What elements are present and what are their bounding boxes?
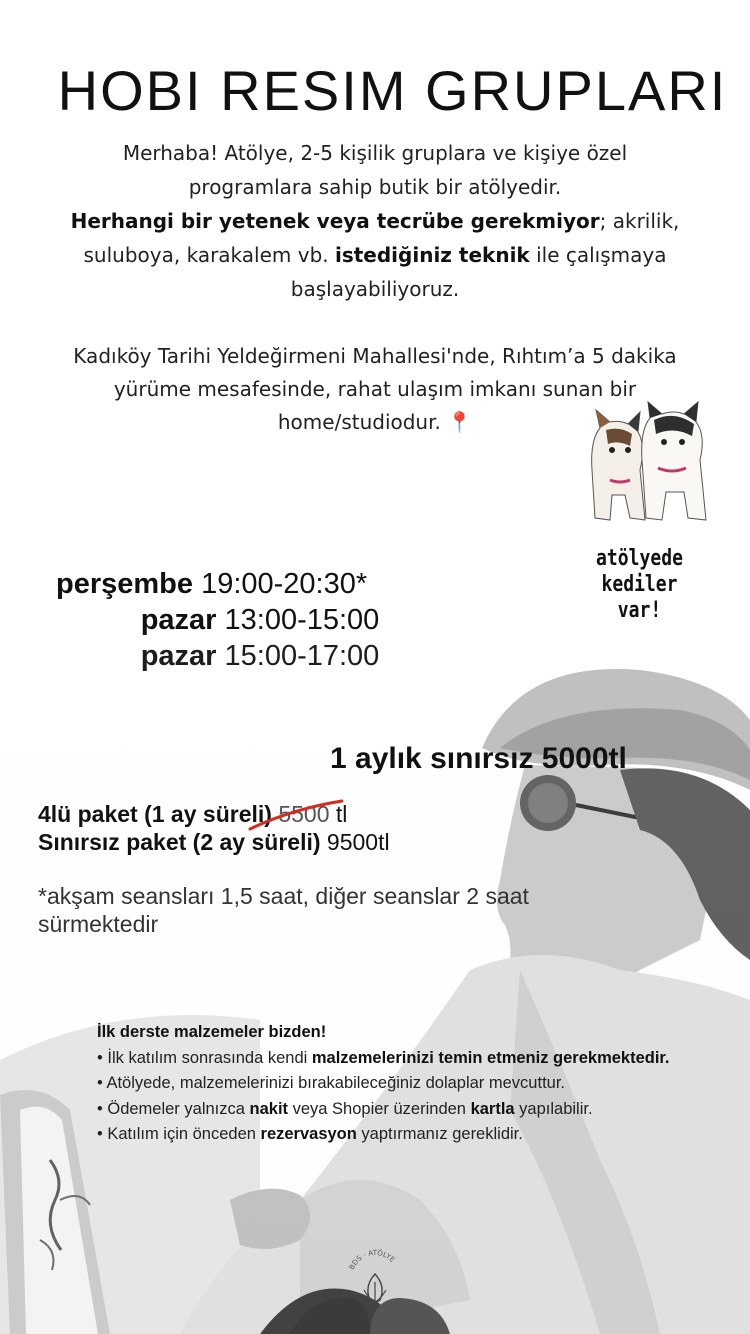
intro-text-span: suluboya, karakalem vb. — [83, 243, 335, 267]
intro-line — [40, 238, 710, 272]
info-notes — [97, 1020, 677, 1148]
intro-text — [40, 136, 710, 306]
cats-image — [570, 400, 715, 530]
info-text: • Ödemeler yalnızca — [97, 1099, 250, 1118]
logo-text: BDS · ATÖLYE — [347, 1248, 397, 1271]
intro-text-span: ; akrilik, — [599, 209, 680, 233]
cats-caption-line: atölyede — [596, 546, 683, 571]
schedule-time: 13:00-15:00 — [216, 604, 380, 636]
strikethrough-mark — [242, 795, 352, 835]
old-price — [272, 801, 330, 827]
package-list — [38, 800, 390, 856]
schedule-day: pazar — [140, 604, 217, 636]
location-line-text: home/studiodur. — [277, 410, 448, 434]
info-bold: rezervasyon — [260, 1125, 357, 1143]
schedule-day: perşembe — [56, 568, 194, 600]
schedule-row — [40, 566, 480, 602]
price-unit: tl — [329, 801, 348, 827]
package-label: 4lü paket (1 ay süreli) — [38, 801, 272, 827]
info-heading-text: İlk derste malzemeler bizden! — [97, 1023, 327, 1041]
info-bullet: • Atölyede, malzemelerinizi bırakabileceğiniz dolaplar mevcuttur. — [97, 1074, 566, 1092]
schedule-time: 15:00-17:00 — [216, 640, 380, 672]
cats-caption — [584, 546, 695, 624]
info-bullet — [97, 1046, 677, 1072]
location-line: Kadıköy Tarihi Yeldeğirmeni Mahallesi'nde, Rıhtım’a 5 dakika — [73, 344, 677, 368]
svg-text:BDS · ATÖLYE — [348, 1248, 396, 1271]
info-text: veya Shopier üzerinden — [288, 1099, 471, 1118]
location-line: yürüme mesafesinde, rahat ulaşım imkanı sunan bir — [113, 377, 637, 401]
intro-line — [40, 204, 710, 238]
decorative-arcs — [290, 1290, 450, 1334]
info-heading — [97, 1020, 677, 1046]
info-bold: kartla — [470, 1099, 515, 1118]
info-bullet — [97, 1122, 677, 1148]
schedule-day: pazar — [140, 640, 217, 672]
info-bullet — [97, 1097, 677, 1123]
map-pin-icon: 📍 — [447, 410, 473, 434]
intro-bold: istediğiniz teknik — [334, 243, 530, 267]
promo-price: 1 aylık sınırsız 5000tl — [330, 742, 627, 775]
intro-line: başlayabiliyoruz. — [290, 277, 460, 301]
info-text: yapılabilir. — [514, 1099, 593, 1118]
info-bold: nakit — [249, 1099, 289, 1118]
info-bold: malzemelerinizi temin etmeniz gerekmektedir. — [311, 1048, 670, 1067]
package-label: Sınırsız paket (2 ay süreli) — [38, 829, 321, 855]
info-text: • İlk katılım sonrasında kendi — [97, 1048, 312, 1067]
cats-caption-line: kediler var! — [601, 572, 678, 623]
schedule-time: 19:00-20:30* — [193, 568, 368, 600]
info-text: yaptırmanız gereklidir. — [356, 1125, 523, 1143]
package-price: 9500tl — [320, 829, 390, 855]
intro-line: programlara sahip butik bir atölyedir. — [188, 175, 562, 199]
intro-bold: Herhangi bir yetenek veya tecrübe gerekmiyor — [70, 209, 600, 233]
session-note: *akşam seansları 1,5 saat, diğer seanslar 2 saat sürmektedir — [38, 883, 529, 937]
schedule-row — [40, 602, 480, 638]
intro-line: Merhaba! Atölye, 2-5 kişilik gruplara ve kişiye özel — [122, 141, 628, 165]
old-price-value: 5500 — [271, 801, 330, 827]
intro-text-span: ile çalışmaya — [529, 243, 667, 267]
page-title: HOBI RESIM GRUPLARI — [57, 59, 728, 122]
info-text: • Katılım için önceden — [97, 1125, 261, 1143]
package-row — [38, 800, 390, 828]
